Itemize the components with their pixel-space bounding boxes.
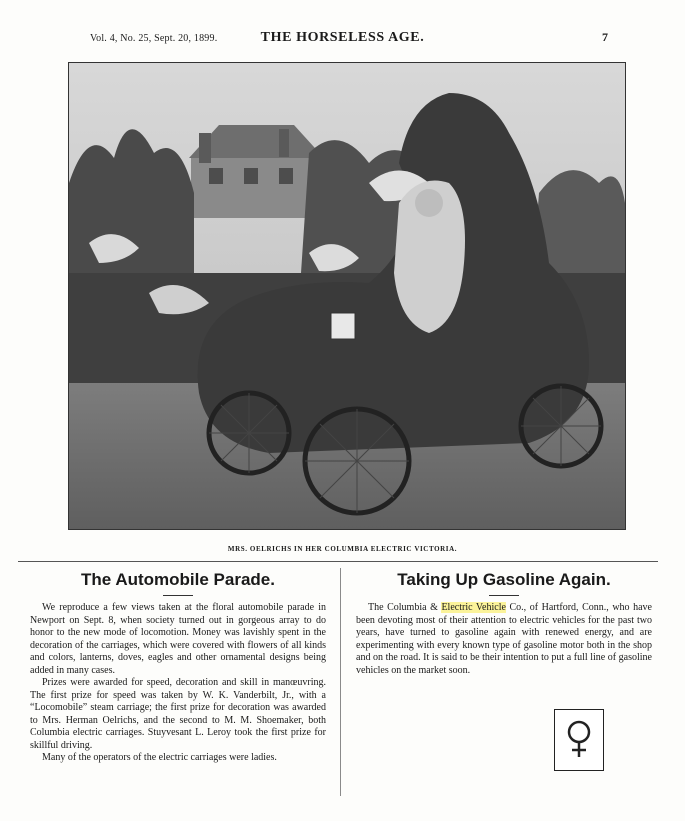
text-segment: Co., of Hartford, Conn., who have been devoting most of their attention to electric vehicles for the past two years, have turned to gasoline again with renewed energy, and are experimenting with every known type of gasoline motor both in the shop and on the road. It is said to be their intention to put a full line of gasoline vehicles on the market soon. bbox=[356, 602, 652, 676]
text-segment: The Columbia & bbox=[368, 602, 442, 613]
search-highlight: Electric Vehicle bbox=[441, 602, 506, 613]
gasoline-article bbox=[356, 570, 652, 677]
article-heading: Taking Up Gasoline Again. bbox=[397, 570, 611, 589]
page-number: 7 bbox=[602, 30, 608, 44]
female-symbol-icon bbox=[555, 710, 603, 770]
column-divider bbox=[340, 568, 341, 796]
paragraph-3: Many of the operators of the electric carriages were ladies. bbox=[42, 752, 277, 763]
article-heading: The Automobile Parade. bbox=[81, 570, 275, 589]
photo-illustration bbox=[69, 63, 625, 529]
figure-caption: MRS. OELRICHS IN HER COLUMBIA ELECTRIC VICTORIA. bbox=[227, 545, 458, 553]
heading-rule bbox=[163, 595, 193, 596]
parade-photograph bbox=[68, 62, 626, 530]
paragraph-1 bbox=[356, 602, 652, 677]
issue-info: Vol. 4, No. 25, Sept. 20, 1899. bbox=[90, 33, 218, 44]
page-header bbox=[0, 30, 685, 50]
automobile-parade-article bbox=[30, 570, 326, 765]
heading-rule bbox=[489, 595, 519, 596]
horizontal-divider bbox=[18, 561, 658, 562]
stamp-box bbox=[554, 709, 604, 771]
publication-title: THE HORSELESS AGE. bbox=[260, 30, 425, 45]
paragraph-2: Prizes were awarded for speed, decoration and skill in manœuvring. The first prize for speed was taken by W. K. Vanderbilt, Jr., with a “Locomobile” steam carriage; the first prize for decoration was awarded to Mrs. Herman Oelrichs, and the second to M. M. Shoemaker, both Columbia electric carriages. Stuyvesant L. Leroy took the first prize for skillful driving. bbox=[30, 677, 326, 751]
paragraph-1: We reproduce a few views taken at the floral automobile parade in Newport on Sept. 8, when society turned out in gorgeous array to do honor to the new mode of locomotion. Money was lavishly spent in the decoration of the carriages, which were covered with flowers of all kinds and colors, lanterns, doves, eagles and other ornamental designs being added in many cases. bbox=[30, 602, 326, 676]
